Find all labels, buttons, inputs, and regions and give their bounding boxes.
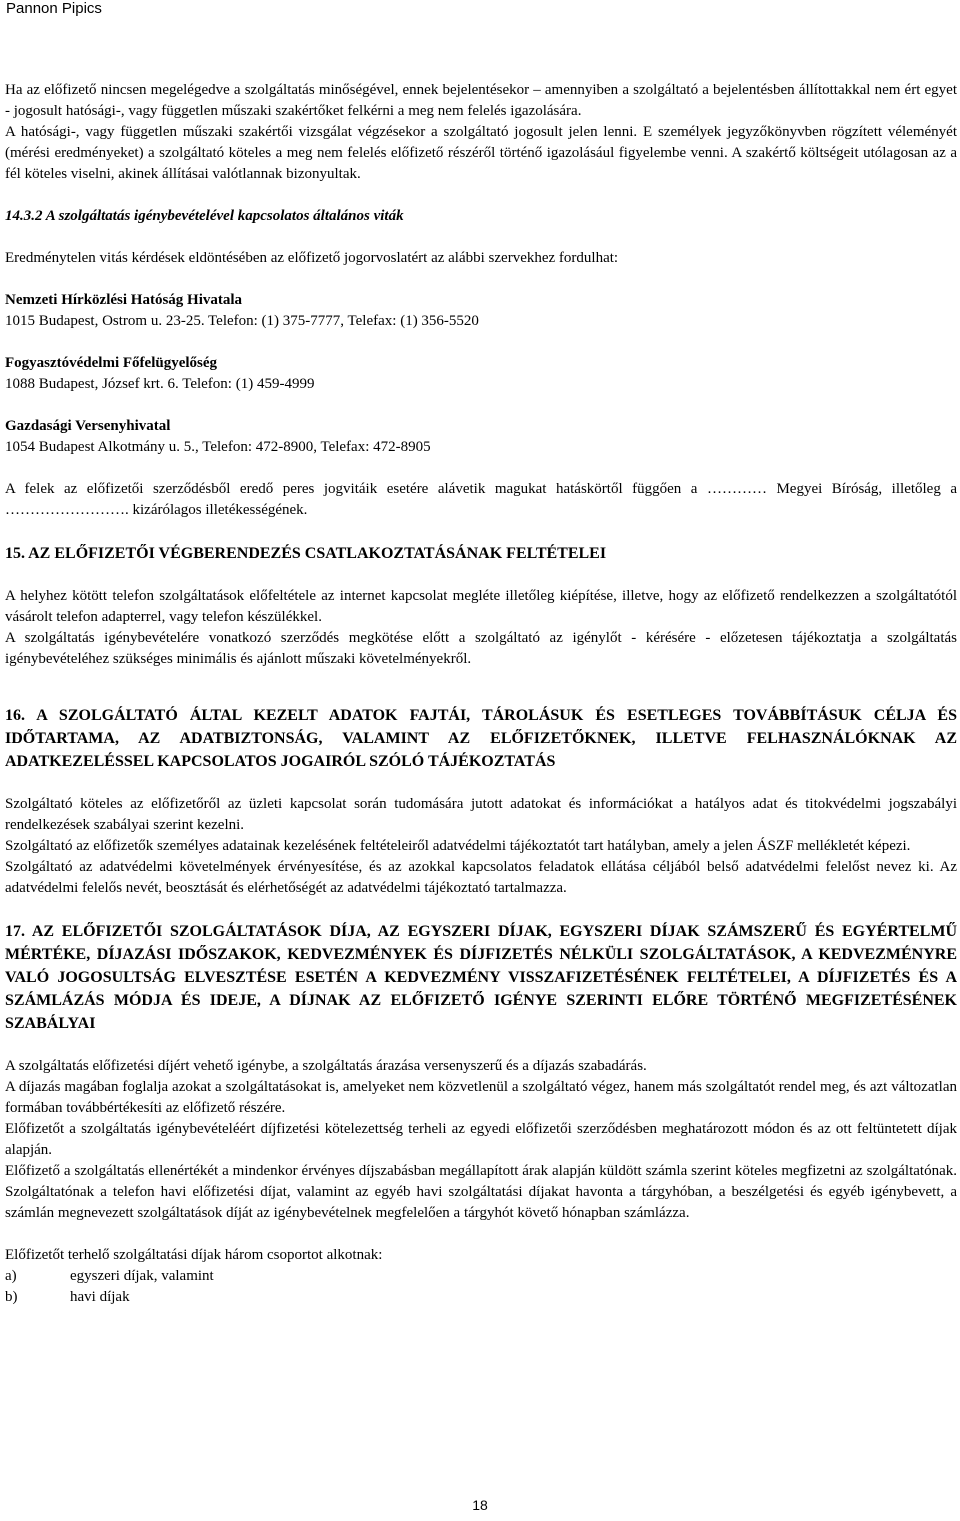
paragraph-court-jurisdiction: A felek az előfizetői szerződésből eredő peres jogvitáik esetére alávetik magukat hatáskörtől függően a ………… Megyei Bíróság, illetőleg a ……………………. kizárólagos illetékességének. <box>5 481 957 518</box>
section-16-paragraph-1: Szolgáltató köteles az előfizetőről az üzleti kapcsolat során tudomására jutott adatokat és információkat a hatályos adat és titokvédelmi jogszabályi rendelkezések szabályai szerint kezelni. <box>5 796 957 833</box>
section-15-paragraph-2: A szolgáltatás igénybevételére vonatkozó szerződés megkötése előtt a szolgáltató az igénylőt - kérésére - előzetesen tájékoztatja a szolgáltatás igénybevételéhez szükséges minimális és ajánlott műszaki követelményekről. <box>5 630 957 667</box>
list-marker: b) <box>5 1289 18 1305</box>
page-header-title: Pannon Pipics <box>6 0 102 17</box>
paragraph-quality-dispute: Ha az előfizető nincsen megelégedve a szolgáltatás minőségével, ennek bejelentésekor – amennyiben a szolgáltató a bejelentésben állítottakkal nem ért egyet - jogosult hatósági-, vagy független műszaki szakértőket felkérni a meg nem felelés igazolására. <box>5 82 957 119</box>
list-marker: a) <box>5 1268 17 1284</box>
spacer <box>5 521 957 542</box>
page-number: 18 <box>472 1497 488 1513</box>
paragraph-legal-remedy: Eredménytelen vitás kérdések eldöntésében az előfizető jogorvoslatért az alábbi szervekhez fordulhat: <box>5 250 619 266</box>
list-text: havi díjak <box>70 1289 130 1305</box>
document-body <box>5 80 957 1308</box>
section-17-title: 17. AZ ELŐFIZETŐI SZOLGÁLTATÁSOK DÍJA, AZ EGYSZERI DÍJAK, EGYSZERI DÍJAK SZÁMSZERŰ ÉS EGYÉRTELMŰ MÉRTÉKE, DÍJAZÁSI IDŐSZAKOK, KEDVEZMÉNYEK ÉS DÍJFIZETÉS NÉLKÜLI SZOLGÁLTATÁSOK, A KEDVEZMÉNYRE VALÓ JOGOSULTSÁG ELVESZTÉSE ESETÉN A KEDVEZMÉNY VISSZAFIZETÉSÉNEK FELTÉTELEI, A DÍJFIZETÉS ÉS A SZÁMLÁZÁS MÓDJA ÉS IDEJE, A DÍJNAK AZ ELŐFIZETŐ IGÉNYE SZERINTI ELŐRE TÖRTÉNŐ MEGFIZETÉSÉNEK SZABÁLYAI <box>5 923 957 1032</box>
section-17-paragraph-5: Előfizetőt terhelő szolgáltatási díjak három csoportot alkotnak: <box>5 1247 383 1263</box>
subheading-14-3-2: 14.3.2 A szolgáltatás igénybevételével kapcsolatos általános viták <box>5 208 404 224</box>
org-address-consumer-protection: 1088 Budapest, József krt. 6. Telefon: (1) 459-4999 <box>5 376 315 392</box>
list-text: egyszeri díjak, valamint <box>70 1268 214 1284</box>
org-name-competition-office: Gazdasági Versenyhivatal <box>5 418 171 434</box>
spacer <box>5 1224 957 1245</box>
org-name-nhh: Nemzeti Hírközlési Hatóság Hivatala <box>5 292 243 308</box>
section-15-title: 15. AZ ELŐFIZETŐI VÉGBERENDEZÉS CSATLAKOZTATÁSÁNAK FELTÉTELEI <box>5 545 607 562</box>
spacer <box>5 185 957 206</box>
list-item-b <box>5 1287 957 1308</box>
section-16-paragraph-2: Szolgáltató az előfizetők személyes adatainak kezelésének feltételeiről adatvédelmi tájékoztatót tart hatályban, amely a jelen ÁSZF mellékletét képezi. <box>5 838 911 854</box>
spacer <box>5 899 957 920</box>
list-item-a <box>5 1266 957 1287</box>
paragraph-expert-inspection: A hatósági-, vagy független műszaki szakértői vizsgálat végzésekor a szolgáltató jogosult jelen lenni. E személyek jegyzőkönyvben rögzített véleményét (mérési eredményeket) a szolgáltató köteles a meg nem felelés előfizető részéről történő igazolásául figyelembe venni. A szakértő költségeit utólagosan az a fél köteles viselni, akinek állításai valótlannak bizonyultak. <box>5 124 957 182</box>
spacer <box>5 1035 957 1056</box>
spacer <box>5 670 957 704</box>
spacer <box>5 269 957 290</box>
section-17-paragraph-3: Előfizetőt a szolgáltatás igénybevételéért díjfizetési kötelezettség terheli az egyedi előfizetői szerződésben meghatározott módon és az ott feltüntetett díjak alapján. <box>5 1121 957 1158</box>
section-17-paragraph-2: A díjazás magában foglalja azokat a szolgáltatásokat is, amelyeket nem közvetlenül a szolgáltató végez, hanem más szolgáltatót rendel meg, és azt változatlan formában továbbértékesíti az előfizető részére. <box>5 1079 957 1116</box>
org-name-consumer-protection: Fogyasztóvédelmi Főfelügyelőség <box>5 355 218 371</box>
section-17-paragraph-1: A szolgáltatás előfizetési díjért vehető igénybe, a szolgáltatás árazása versenyszerű és a díjazás szabadárás. <box>5 1058 647 1074</box>
spacer <box>5 458 957 479</box>
section-16-paragraph-3: Szolgáltató az adatvédelmi követelmények érvényesítése, és az azokkal kapcsolatos feladatok ellátása céljából belső adatvédelmi felelőst nevez ki. Az adatvédelmi felelős nevét, beosztását és elérhetőségét az adatvédelmi tájékoztató tartalmazza. <box>5 859 957 896</box>
spacer <box>5 565 957 586</box>
section-16-title: 16. A SZOLGÁLTATÓ ÁLTAL KEZELT ADATOK FAJTÁI, TÁROLÁSUK ÉS ESETLEGES TOVÁBBÍTÁSUK CÉLJA ÉS IDŐTARTAMA, AZ ADATBIZTONSÁG, VALAMINT AZ ELŐFIZETŐKNEK, ILLETVE FELHASZNÁLÓKNAK AZ ADATKEZELÉSSEL KAPCSOLATOS JOGAIRÓL SZÓLÓ TÁJÉKOZTATÁS <box>5 707 957 770</box>
spacer <box>5 332 957 353</box>
spacer <box>5 227 957 248</box>
spacer <box>5 773 957 794</box>
org-address-nhh: 1015 Budapest, Ostrom u. 23-25. Telefon: (1) 375-7777, Telefax: (1) 356-5520 <box>5 313 479 329</box>
org-address-competition-office: 1054 Budapest Alkotmány u. 5., Telefon: 472-8900, Telefax: 472-8905 <box>5 439 431 455</box>
section-15-paragraph-1: A helyhez kötött telefon szolgáltatások előfeltétele az internet kapcsolat megléte illetőleg kiépítése, illetve, hogy az előfizető rendelkezzen a szolgáltatótól vásárolt telefon adapterrel, vagy telefon készülékkel. <box>5 588 957 625</box>
spacer <box>5 395 957 416</box>
section-17-paragraph-4: Előfizető a szolgáltatás ellenértékét a mindenkor érvényes díjszabásban megállapított árak alapján küldött számla szerint köteles megfizetni az szolgáltatónak. Szolgáltatónak a telefon havi előfizetési díjat, valamint az egyéb havi szolgáltatási díjakat havonta a tárgyhóban, a beszélgetési és egyéb igénybevett, a számlán megnevezett szolgáltatások díját az igénybevételnek megfelelően a tárgyhót követő hónapban számlázza. <box>5 1163 957 1221</box>
